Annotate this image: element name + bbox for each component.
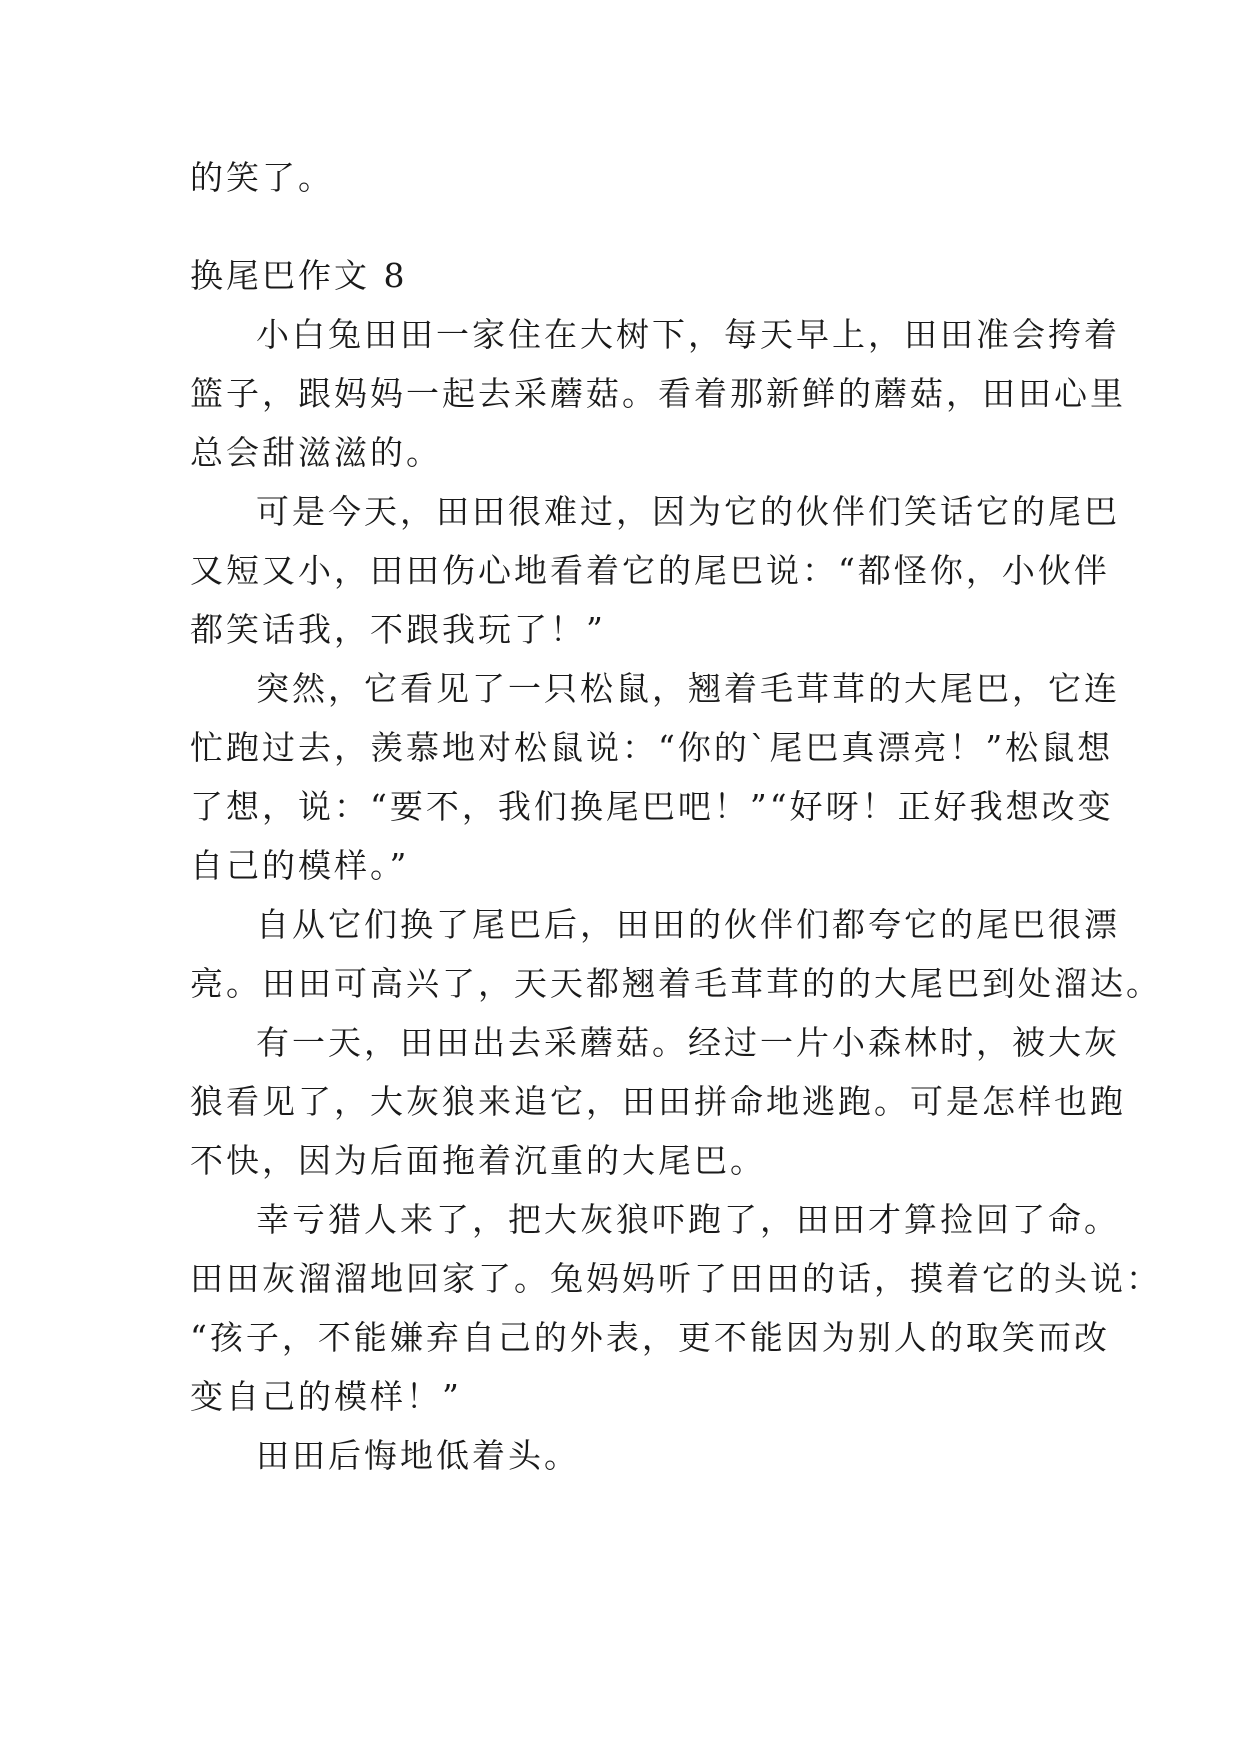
text-line: 幸亏猎人来了，把大灰狼吓跑了，田田才算捡回了命。 bbox=[256, 1200, 1120, 1239]
paragraph-7 bbox=[190, 1426, 1060, 1485]
text-line: 有一天，田田出去采蘑菇。经过一片小森林时，被大灰 bbox=[256, 1023, 1120, 1062]
paragraph-1 bbox=[190, 305, 1126, 482]
text-line: 亮。田田可高兴了，天天都翘着毛茸茸的的大尾巴到处溜达。 bbox=[190, 964, 1162, 1003]
paragraph-5 bbox=[190, 1013, 1126, 1190]
essay-title: 换尾巴作文 8 bbox=[190, 256, 408, 295]
text-line: 篮子，跟妈妈一起去采蘑菇。看着那新鲜的蘑菇，田田心里 bbox=[190, 374, 1126, 413]
continued-text-fragment: 的笑了。 bbox=[190, 158, 334, 197]
text-line: 忙跑过去，羡慕地对松鼠说：“你的`尾巴真漂亮！”松鼠想 bbox=[190, 728, 1114, 767]
text-line: 不快，因为后面拖着沉重的大尾巴。 bbox=[190, 1141, 766, 1180]
text-line: 自从它们换了尾巴后，田田的伙伴们都夸它的尾巴很漂 bbox=[256, 905, 1120, 944]
paragraph-3 bbox=[190, 659, 1120, 895]
document-body bbox=[190, 148, 1162, 1485]
text-line: 小白兔田田一家住在大树下，每天早上，田田准会挎着 bbox=[256, 315, 1120, 354]
text-line: 总会甜滋滋的。 bbox=[190, 433, 442, 472]
text-line: 狼看见了，大灰狼来追它，田田拼命地逃跑。可是怎样也跑 bbox=[190, 1082, 1126, 1121]
paragraph-4 bbox=[190, 895, 1162, 1013]
text-line: “孩子，不能嫌弃自己的外表，更不能因为别人的取笑而改 bbox=[190, 1318, 1110, 1357]
text-line: 田田灰溜溜地回家了。兔妈妈听了田田的话，摸着它的头说： bbox=[190, 1259, 1162, 1298]
text-line: 可是今天，田田很难过，因为它的伙伴们笑话它的尾巴 bbox=[256, 492, 1120, 531]
text-line: 了想，说：“要不，我们换尾巴吧！”“好呀！正好我想改变 bbox=[190, 787, 1114, 826]
text-line: 自己的模样。” bbox=[190, 846, 410, 885]
text-line: 都笑话我，不跟我玩了！” bbox=[190, 610, 606, 649]
paragraph-2 bbox=[190, 482, 1120, 659]
text-line: 田田后悔地低着头。 bbox=[256, 1436, 580, 1475]
text-line: 突然，它看见了一只松鼠，翘着毛茸茸的大尾巴，它连 bbox=[256, 669, 1120, 708]
text-line: 又短又小，田田伤心地看着它的尾巴说：“都怪你，小伙伴 bbox=[190, 551, 1110, 590]
text-line: 变自己的模样！” bbox=[190, 1377, 462, 1416]
paragraph-6 bbox=[190, 1190, 1162, 1426]
